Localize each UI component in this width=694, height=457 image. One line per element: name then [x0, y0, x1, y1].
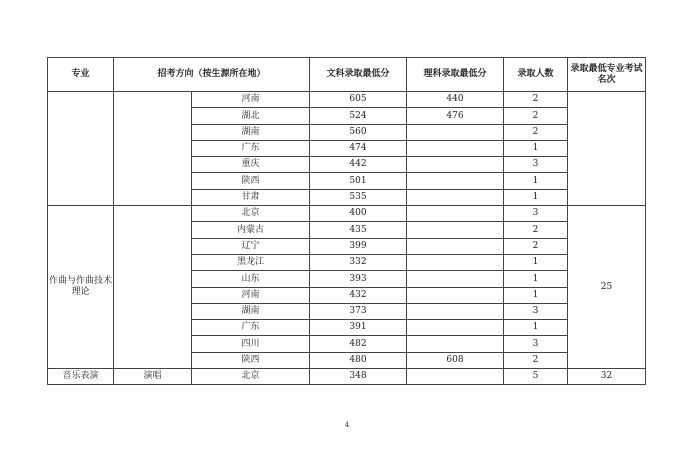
region-cell: 内蒙古 — [192, 222, 310, 238]
group1-major-cell — [48, 92, 114, 206]
count-cell: 3 — [504, 303, 568, 319]
region-cell: 四川 — [192, 336, 310, 352]
count-cell: 2 — [504, 238, 568, 254]
liberal-cell: 480 — [310, 352, 407, 368]
count-cell: 5 — [504, 369, 568, 385]
group2-major-cell: 作曲与作曲技术理论 — [48, 206, 114, 369]
header-liberal-min: 文科录取最低分 — [310, 58, 407, 92]
count-cell: 1 — [504, 173, 568, 189]
science-cell — [407, 336, 504, 352]
group3-rank-cell: 32 — [568, 369, 646, 385]
region-cell: 河南 — [192, 92, 310, 108]
liberal-cell: 391 — [310, 320, 407, 336]
region-cell: 广东 — [192, 320, 310, 336]
liberal-cell: 400 — [310, 206, 407, 222]
count-cell: 3 — [504, 336, 568, 352]
header-rank: 录取最低专业考试名次 — [568, 58, 646, 92]
page-number: 4 — [344, 421, 350, 429]
region-cell: 山东 — [192, 271, 310, 287]
liberal-cell: 432 — [310, 287, 407, 303]
group3-direction-cell: 演唱 — [114, 369, 192, 385]
science-cell — [407, 173, 504, 189]
header-major: 专业 — [48, 58, 114, 92]
liberal-cell: 524 — [310, 108, 407, 124]
science-cell — [407, 124, 504, 140]
admission-score-table — [47, 57, 646, 385]
count-cell: 1 — [504, 254, 568, 270]
region-cell: 甘肃 — [192, 189, 310, 205]
science-cell — [407, 254, 504, 270]
liberal-cell: 535 — [310, 189, 407, 205]
region-cell: 北京 — [192, 369, 310, 385]
liberal-cell: 482 — [310, 336, 407, 352]
science-cell — [407, 189, 504, 205]
count-cell: 2 — [504, 124, 568, 140]
table-header-row — [48, 58, 646, 92]
count-cell: 1 — [504, 189, 568, 205]
table-row — [48, 92, 646, 108]
science-cell — [407, 320, 504, 336]
science-cell — [407, 303, 504, 319]
science-cell: 476 — [407, 108, 504, 124]
region-cell: 湖南 — [192, 303, 310, 319]
science-cell: 440 — [407, 92, 504, 108]
science-cell — [407, 369, 504, 385]
liberal-cell: 332 — [310, 254, 407, 270]
liberal-cell: 393 — [310, 271, 407, 287]
count-cell: 1 — [504, 271, 568, 287]
science-cell — [407, 287, 504, 303]
science-cell — [407, 140, 504, 156]
count-cell: 3 — [504, 157, 568, 173]
liberal-cell: 560 — [310, 124, 407, 140]
region-cell: 重庆 — [192, 157, 310, 173]
header-admitted: 录取人数 — [504, 58, 568, 92]
science-cell — [407, 206, 504, 222]
header-direction: 招考方向（按生源所在地） — [114, 58, 310, 92]
region-cell: 陕西 — [192, 352, 310, 368]
liberal-cell: 474 — [310, 140, 407, 156]
count-cell: 2 — [504, 222, 568, 238]
table-row — [48, 206, 646, 222]
region-cell: 湖南 — [192, 124, 310, 140]
liberal-cell: 399 — [310, 238, 407, 254]
header-science-min: 理科录取最低分 — [407, 58, 504, 92]
region-cell: 陕西 — [192, 173, 310, 189]
liberal-cell: 435 — [310, 222, 407, 238]
group2-direction-cell — [114, 206, 192, 369]
count-cell: 2 — [504, 92, 568, 108]
science-cell — [407, 222, 504, 238]
liberal-cell: 605 — [310, 92, 407, 108]
liberal-cell: 348 — [310, 369, 407, 385]
liberal-cell: 442 — [310, 157, 407, 173]
group3-major-cell: 音乐表演 — [48, 369, 114, 385]
count-cell: 2 — [504, 108, 568, 124]
science-cell — [407, 238, 504, 254]
science-cell — [407, 271, 504, 287]
region-cell: 河南 — [192, 287, 310, 303]
count-cell: 2 — [504, 352, 568, 368]
science-cell: 608 — [407, 352, 504, 368]
region-cell: 黑龙江 — [192, 254, 310, 270]
region-cell: 北京 — [192, 206, 310, 222]
region-cell: 辽宁 — [192, 238, 310, 254]
group2-rank-cell: 25 — [568, 206, 646, 369]
count-cell: 1 — [504, 320, 568, 336]
count-cell: 3 — [504, 206, 568, 222]
liberal-cell: 373 — [310, 303, 407, 319]
science-cell — [407, 157, 504, 173]
count-cell: 1 — [504, 140, 568, 156]
table-row — [48, 369, 646, 385]
count-cell: 1 — [504, 287, 568, 303]
liberal-cell: 501 — [310, 173, 407, 189]
group1-rank-cell — [568, 92, 646, 206]
group1-direction-cell — [114, 92, 192, 206]
region-cell: 广东 — [192, 140, 310, 156]
region-cell: 湖北 — [192, 108, 310, 124]
